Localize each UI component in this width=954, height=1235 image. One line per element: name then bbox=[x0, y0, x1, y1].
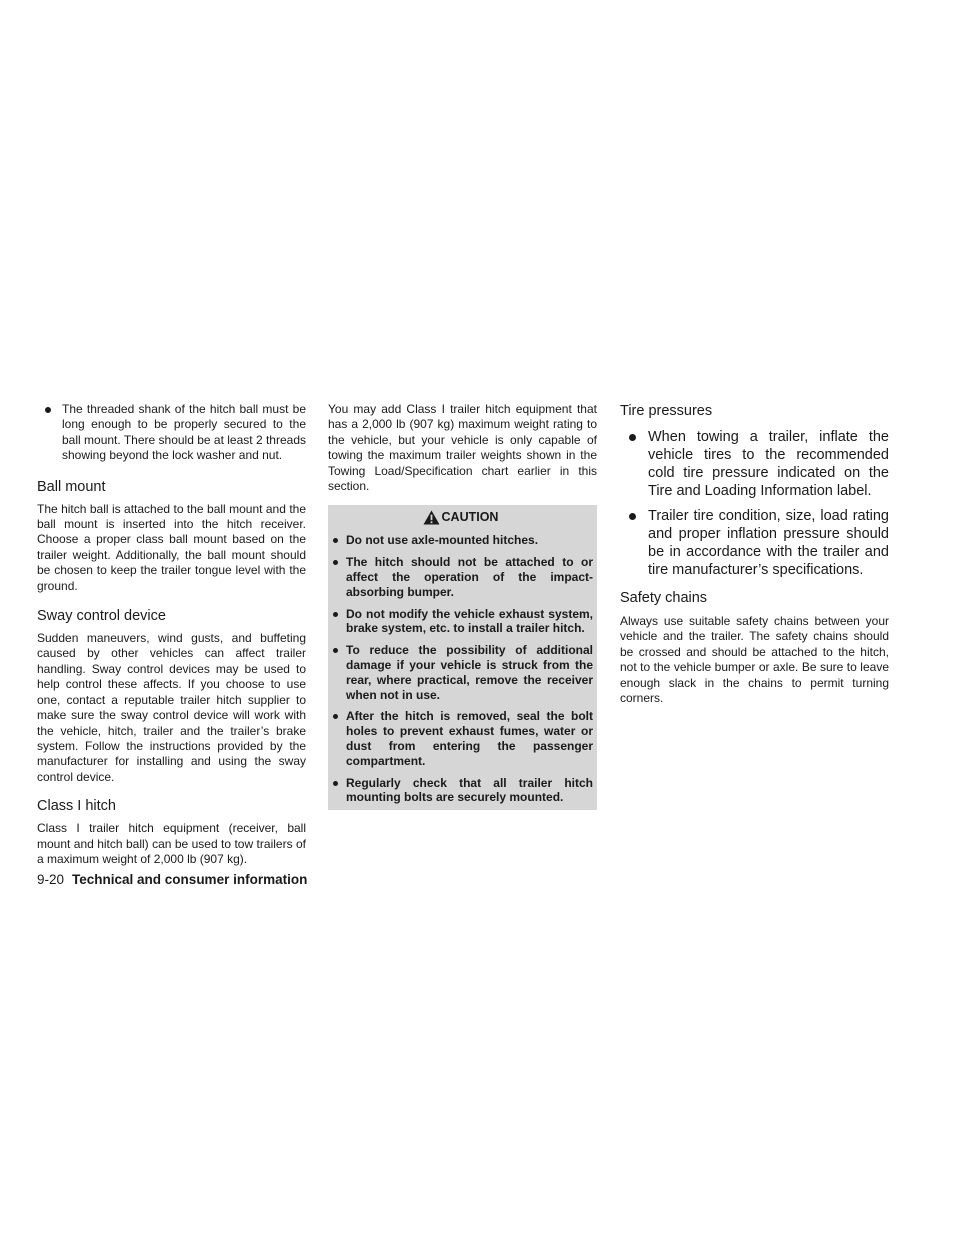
list-item: When towing a trailer, inflate the vehicle tires to the recommended cold tire pressure indicated on the Tire and Loading Information label. bbox=[620, 428, 889, 500]
bullet-icon bbox=[333, 714, 338, 719]
tire-pressure-list bbox=[620, 428, 889, 579]
bullet-icon bbox=[629, 434, 636, 441]
caution-title: CAUTION bbox=[441, 510, 499, 525]
list-item: The threaded shank of the hitch ball must be long enough to be properly secured to the ball mount. There should be at least 2 threads showing beyond the lock washer and nut. bbox=[37, 402, 306, 464]
sway-control-text: Sudden maneuvers, wind gusts, and buffeting caused by other vehicles can affect trailer handling. Sway control devices may be used to help control these affects. If you choose to use one, contact a reputable trailer hitch supplier to make sure the sway control device will work with the vehicle, hitch, trailer and the trailer’s brake system. Follow the instructions provided by the manufacturer for installing and using the sway control device. bbox=[37, 631, 306, 784]
bullet-icon bbox=[333, 560, 338, 565]
bullet-icon bbox=[333, 538, 338, 543]
column-middle bbox=[328, 402, 597, 810]
page-footer bbox=[37, 871, 307, 888]
bullet-icon bbox=[333, 612, 338, 617]
heading-sway-control: Sway control device bbox=[37, 608, 166, 625]
list-item: To reduce the possibility of additional damage if your vehicle is struck from the rear, where practical, remove the receiver when not in use. bbox=[328, 643, 593, 702]
heading-safety-chains: Safety chains bbox=[620, 590, 708, 606]
caution-list bbox=[328, 533, 593, 805]
bullet-icon bbox=[333, 781, 338, 786]
list-item: Regularly check that all trailer hitch mounting bolts are securely mounted. bbox=[328, 776, 593, 806]
section-title: Technical and consumer information bbox=[72, 872, 308, 887]
safety-chains-text: Always use suitable safety chains between your vehicle and the trailer. The safety chains should be crossed and should be attached to the hitch, not to the vehicle bumper or axle. Be sure to leave enough slack in the chains to permit turning corners. bbox=[620, 614, 889, 706]
heading-tire-pressures: Tire pressures bbox=[620, 403, 713, 419]
bullet-icon bbox=[45, 407, 51, 413]
page-number: 9-20 bbox=[37, 872, 65, 887]
bullet-icon bbox=[629, 513, 636, 520]
hitch-ball-bullets bbox=[37, 402, 306, 464]
list-item: Do not modify the vehicle exhaust system, brake system, etc. to install a trailer hitch. bbox=[328, 607, 593, 637]
heading-ball-mount: Ball mount bbox=[37, 478, 106, 495]
caution-box bbox=[328, 505, 597, 810]
class-i-intro-text: You may add Class I trailer hitch equipment that has a 2,000 lb (907 kg) maximum weight rating to the vehicle, but your vehicle is only capable of towing the maximum trailer weights shown in the Towing Load/Specification chart earlier in this section. bbox=[328, 402, 597, 494]
column-right bbox=[620, 402, 889, 706]
ball-mount-text: The hitch ball is attached to the ball mount and the ball mount is inserted into the hitch receiver. Choose a proper class ball mount based on the trailer weight. Additionally, the ball mount should be chosen to keep the trailer tongue level with the ground. bbox=[37, 501, 306, 593]
column-left bbox=[37, 402, 306, 867]
warning-triangle-icon bbox=[423, 510, 440, 525]
list-item: Do not use axle-mounted hitches. bbox=[328, 533, 593, 548]
list-item: Trailer tire condition, size, load rating and proper inflation pressure should be in accordance with the trailer and tire manufacturer’s specifications. bbox=[620, 507, 889, 579]
heading-class-i-hitch: Class I hitch bbox=[37, 798, 116, 815]
class-i-hitch-text: Class I trailer hitch equipment (receiver, ball mount and hitch ball) can be used to tow trailers of a maximum weight of 2,000 lb (907 kg). bbox=[37, 821, 306, 866]
list-item: After the hitch is removed, seal the bolt holes to prevent exhaust fumes, water or dust from entering the passenger compartment. bbox=[328, 709, 593, 768]
list-item: The hitch should not be attached to or affect the operation of the impact-absorbing bumper. bbox=[328, 555, 593, 599]
caution-header bbox=[328, 509, 593, 525]
bullet-icon bbox=[333, 648, 338, 653]
